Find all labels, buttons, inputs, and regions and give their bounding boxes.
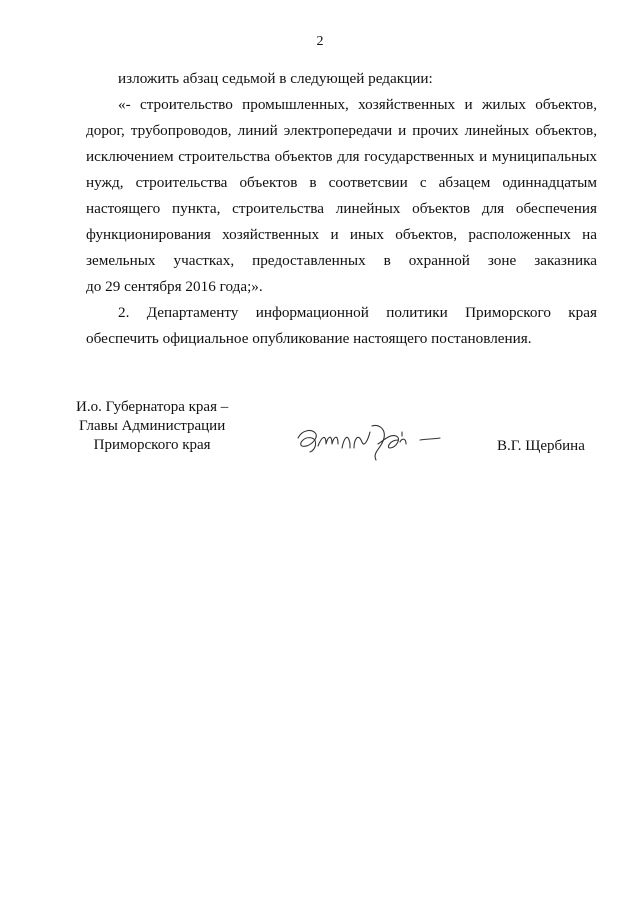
item2-line-2: обеспечить официальное опубликование настоящего постановления.: [86, 330, 532, 347]
signatory-position: [76, 398, 228, 455]
quote-line-8: до 29 сентября 2016 года;».: [86, 278, 263, 295]
quote-line-1: «- строительство промышленных, хозяйственных и жилых объектов,: [118, 96, 597, 113]
position-line-2: Главы Администрации: [78, 418, 226, 434]
intro-line: изложить абзац седьмой в следующей редакции:: [118, 70, 433, 87]
handwritten-signature: [292, 418, 452, 466]
quote-line-6: функционирования хозяйственных и иных объектов, расположенных на: [86, 226, 597, 243]
signer-name: В.Г. Щербина: [497, 438, 585, 454]
quote-line-4: нужд, строительства объектов в соответсвии с абзацем одиннадцатым: [86, 174, 597, 191]
item2-line-1: 2. Департаменту информационной политики Приморского края: [118, 304, 597, 321]
position-line-1: И.о. Губернатора края –: [76, 399, 229, 415]
quote-line-7: земельных участках, предоставленных в охранной зоне заказника: [86, 252, 597, 269]
page-number: 2: [316, 34, 324, 49]
position-line-3: Приморского края: [93, 437, 211, 453]
quote-line-2: дорог, трубопроводов, линий электропередачи и прочих линейных объектов,: [86, 122, 597, 139]
document-body: [86, 66, 597, 352]
quote-line-5: настоящего пункта, строительства линейных объектов для обеспечения: [86, 200, 597, 217]
quote-line-3: исключением строительства объектов для государственных и муниципальных: [86, 148, 597, 165]
